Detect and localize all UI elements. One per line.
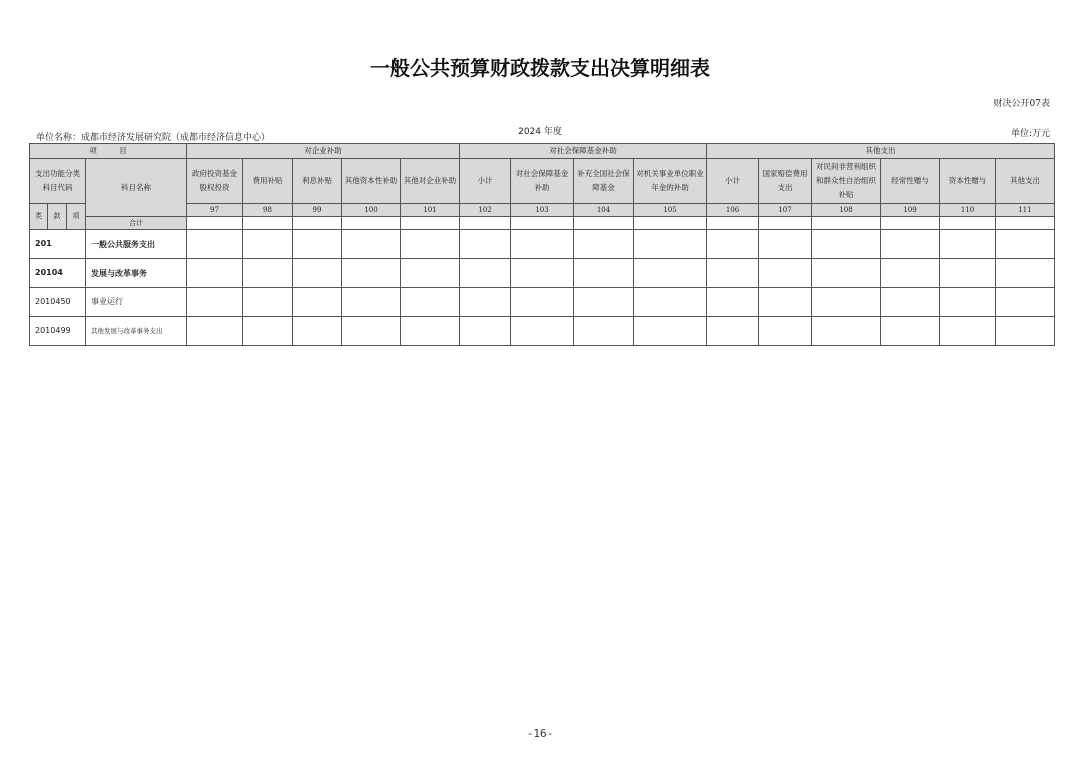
xiang-header: 项 [67, 204, 86, 230]
total-cell [574, 217, 634, 230]
column-index: 111 [996, 204, 1055, 217]
column-index: 109 [881, 204, 940, 217]
page-title: 一般公共预算财政拨款支出决算明细表 [370, 56, 710, 80]
column-index: 106 [707, 204, 759, 217]
column-header: 国家赔偿费用支出 [759, 159, 812, 204]
table-row [30, 259, 1055, 288]
column-index: 108 [812, 204, 881, 217]
total-cell [759, 217, 812, 230]
table-row [30, 288, 1055, 317]
row-code: 201 [30, 230, 86, 259]
column-index: 105 [634, 204, 707, 217]
column-header: 对机关事业单位职业年金的补助 [634, 159, 707, 204]
page-number: -16- [526, 727, 554, 740]
column-index: 100 [342, 204, 401, 217]
total-label: 合计 [86, 217, 187, 230]
column-header: 小计 [460, 159, 511, 204]
column-header: 费用补贴 [243, 159, 293, 204]
header-columns-row [30, 159, 1055, 204]
total-cell [460, 217, 511, 230]
row-code: 20104 [30, 259, 86, 288]
currency-unit: 单位:万元 [1010, 129, 1050, 139]
column-header: 其他支出 [996, 159, 1055, 204]
item-header: 项 目 [30, 144, 187, 159]
column-index: 107 [759, 204, 812, 217]
total-cell [243, 217, 293, 230]
column-index: 101 [401, 204, 460, 217]
total-cell [342, 217, 401, 230]
column-header: 经常性赠与 [881, 159, 940, 204]
row-name: 其他发展与改革事务支出 [86, 317, 187, 346]
total-cell [187, 217, 243, 230]
kuan-header: 款 [48, 204, 67, 230]
total-cell [940, 217, 996, 230]
column-index: 98 [243, 204, 293, 217]
table-row [30, 230, 1055, 259]
header-group-row [30, 144, 1055, 159]
total-cell [401, 217, 460, 230]
total-cell [812, 217, 881, 230]
total-cell [293, 217, 342, 230]
expenditure-table [29, 143, 1055, 346]
lei-header: 类 [30, 204, 48, 230]
group-social-header: 对社会保障基金补助 [460, 144, 707, 159]
group-other-header: 其他支出 [707, 144, 1055, 159]
unit-name: 单位名称：成都市经济发展研究院（成都市经济信息中心） [36, 133, 271, 143]
total-cell [634, 217, 707, 230]
column-header: 其他资本性补助 [342, 159, 401, 204]
column-header: 补充全国社会保障基金 [574, 159, 634, 204]
total-cell [996, 217, 1055, 230]
column-header: 资本性赠与 [940, 159, 996, 204]
total-cell [511, 217, 574, 230]
row-name: 事业运行 [86, 288, 187, 317]
row-code: 2010450 [30, 288, 86, 317]
column-index: 99 [293, 204, 342, 217]
func-code-header: 支出功能分类科目代码 [30, 159, 86, 204]
column-header: 政府投资基金股权投资 [187, 159, 243, 204]
column-index: 110 [940, 204, 996, 217]
column-header: 其他对企业补助 [401, 159, 460, 204]
report-year: 2024 年度 [518, 127, 562, 137]
row-name: 发展与改革事务 [86, 259, 187, 288]
table-row [30, 317, 1055, 346]
row-name: 一般公共服务支出 [86, 230, 187, 259]
total-cell [707, 217, 759, 230]
column-index: 104 [574, 204, 634, 217]
column-index: 102 [460, 204, 511, 217]
column-header: 小计 [707, 159, 759, 204]
column-index: 103 [511, 204, 574, 217]
column-header: 对民间非营利组织和群众性自治组织补贴 [812, 159, 881, 204]
column-header: 利息补贴 [293, 159, 342, 204]
row-code: 2010499 [30, 317, 86, 346]
column-header: 对社会保障基金补助 [511, 159, 574, 204]
total-row [30, 217, 1055, 230]
column-index: 97 [187, 204, 243, 217]
subject-name-header: 科目名称 [86, 159, 187, 217]
group-enterprise-header: 对企业补助 [187, 144, 460, 159]
form-id: 财决公开07表 [993, 99, 1050, 109]
total-cell [881, 217, 940, 230]
